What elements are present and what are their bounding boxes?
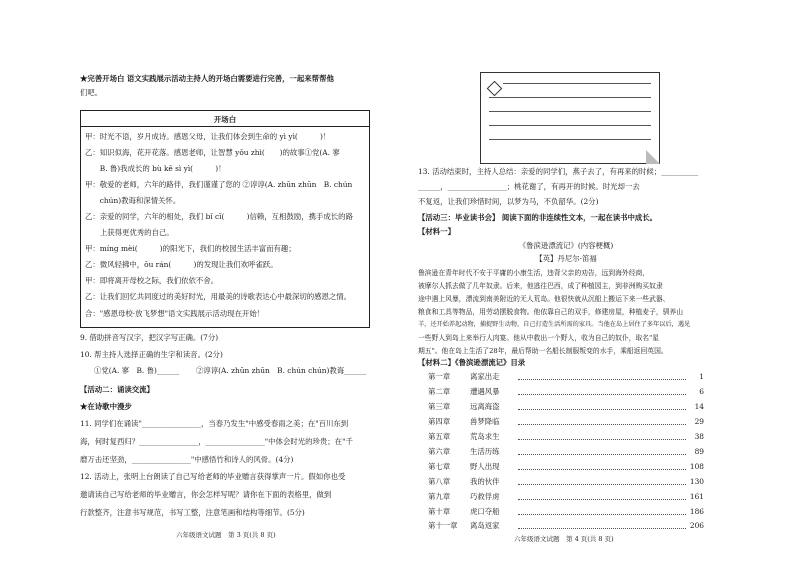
toc-row — [428, 431, 704, 443]
toc-page: 29 — [694, 417, 704, 426]
box-line: 乙：亲爱的同学，六年的相处，我们 bǐ cǐ( )信赖，互相鼓励，携手成长的路 — [85, 212, 353, 221]
toc-row — [428, 491, 704, 503]
synopsis-line: 途中遇上风暴，漂流到南美附近的无人荒岛。他很快就从沉船上搬运下来一些武器、 — [418, 295, 670, 303]
toc-leader — [518, 476, 686, 485]
toc-leader — [518, 386, 686, 395]
toc-leader — [518, 461, 686, 470]
toc-page: 1 — [699, 372, 704, 381]
toc-row — [428, 520, 704, 532]
toc-title: 荒岛求生 — [470, 432, 500, 441]
box-line: 乙：让我们回忆共同度过的美好时光，用最美的诗歌表达心中最深切的感恩之情。 — [85, 292, 352, 301]
toc-row — [428, 386, 704, 398]
book-author: 【英】丹尼尔·笛福 — [535, 254, 597, 263]
toc-leader — [518, 431, 686, 440]
diamond-icon — [487, 81, 503, 97]
activity-2-subheading: ★在诗歌中漫步 — [80, 402, 132, 411]
question-13-line-2: ______，________________；桃花谢了，有再开的时候。时光却一去 — [418, 182, 640, 191]
toc-title: 巧救俘虏 — [470, 492, 500, 501]
box-line: 甲：即将离开母校之际，我们依依不舍。 — [85, 276, 219, 285]
toc-row — [428, 476, 704, 488]
toc-leader — [518, 446, 686, 455]
toc-row — [428, 461, 704, 473]
question-13-line-3: 不复返，让我们珍惜时间，以梦为马，不负韶华。(2分) — [418, 197, 599, 206]
q10-option-1: ①党(A. 寥 B. 鲁)______ — [94, 366, 180, 375]
toc-chapter: 第十一章 — [428, 521, 458, 530]
question-11-line-3: 磨万击还坚劲，________________"中感悟竹和诗人的风骨。(4分) — [80, 455, 294, 464]
card-rule — [503, 83, 651, 84]
activity-2-heading: 【活动二：诵读交流】 — [80, 385, 154, 394]
toc-leader — [518, 491, 686, 500]
page-fold-icon — [646, 150, 660, 164]
question-11-line-1: 11. 同学们在诵读"________________，当春乃发生"中感受春雨之美；在"百川东到 — [80, 419, 349, 428]
box-line: 合："感恩母校·放飞梦想"语文实践展示活动现在开始！ — [85, 309, 265, 318]
q10-option-2: ②谆谆(A. zhūn zhūn B. chún chún)教诲______ — [196, 366, 367, 375]
toc-leader — [518, 520, 686, 529]
toc-title: 离家出走 — [470, 372, 500, 381]
toc-title: 遭遇风暴 — [470, 387, 500, 396]
toc-title: 兽梦降临 — [470, 417, 500, 426]
toc-row — [428, 416, 704, 428]
synopsis-line: 粮食和工具等物品，用劳动摆脱食物。他依靠自己的双手，修建房屋，种植麦子，驯养山 — [418, 308, 684, 316]
box-title: 开场白 — [213, 115, 237, 124]
right-page — [418, 0, 714, 561]
toc-chapter: 第七章 — [428, 462, 451, 471]
material-2-label: 【材料二】《鲁滨逊漂流记》目录 — [418, 358, 526, 367]
toc-chapter: 第四章 — [428, 417, 451, 426]
toc-leader — [518, 371, 686, 380]
toc-page: 14 — [694, 402, 704, 411]
page-footer: 六年级语文试题 第 4 页(共 8 页) — [514, 535, 614, 543]
box-line: 上获得更优秀的自己。 — [85, 228, 174, 237]
card-rule — [489, 125, 651, 126]
toc-page: 130 — [689, 477, 704, 486]
toc-title: 我的伙伴 — [470, 477, 500, 486]
toc-page: 161 — [689, 492, 704, 501]
toc-chapter: 第十章 — [428, 507, 451, 516]
card-rule — [489, 111, 651, 112]
box-line: B. 鲁)我成长的 bù kě sì yì( )！ — [85, 164, 226, 173]
toc-title: 远离海盗 — [470, 402, 500, 411]
opening-speech-box — [80, 110, 370, 328]
box-line: 甲：时光不语，岁月成诗。感恩父母，让我们体会到生命的 yì yì( )！ — [85, 132, 331, 141]
toc-page: 89 — [694, 447, 704, 456]
toc-leader — [518, 416, 686, 425]
toc-chapter: 第三章 — [428, 402, 451, 411]
toc-page: 6 — [699, 387, 704, 396]
question-12-line-1: 12. 活动上，张明上台朗读了自己写给老师的毕业赠言获得掌声一片。假如你也受 — [80, 472, 346, 481]
material-1-label: 【材料一】 — [418, 227, 455, 236]
book-title: 《鲁滨逊漂流记》(内容梗概) — [518, 241, 614, 250]
activity-3-heading: 【活动三：毕业读书会】 阅读下面的非连续性文本，一起在读书中成长。 — [418, 213, 658, 222]
intro-line-2: 们吧。 — [80, 88, 103, 97]
question-9: 9. 借助拼音写汉字，把汉字写正确。(7分) — [80, 333, 219, 342]
toc-title: 离岛返家 — [470, 521, 500, 530]
question-13-line-1: 13. 活动结束时，主持人总结：亲爱的同学们，燕子去了，有再来的时候；__________ — [418, 167, 699, 176]
question-12-line-2: 邀请读自己写给老师的毕业赠言，你会怎样写呢？请你在下面的表格里，做到 — [80, 490, 332, 499]
toc-leader — [518, 506, 686, 515]
intro-line-1: ★完善开场白 语文实践展示活动主持人的开场白需要进行完善，一起来帮帮他 — [80, 74, 334, 83]
box-divider — [81, 126, 369, 127]
toc-title: 虎口夺船 — [470, 507, 500, 516]
question-10: 10. 帮主持人选择正确的生字和读音。(2分) — [80, 350, 223, 359]
note-card — [480, 72, 660, 164]
box-line: 乙：微风轻拂中，ōu rán( )的发现让我们欢呼雀跃。 — [85, 260, 278, 269]
toc-row — [428, 371, 704, 383]
synopsis-line: 羊，还开始养起动物，捕捉野生动物，自己打造生活所需的家具。当他在岛上居住了多年以后，遇见 — [418, 321, 691, 328]
toc-row — [428, 401, 704, 413]
toc-chapter: 第六章 — [428, 447, 451, 456]
toc-title: 生活历练 — [470, 447, 500, 456]
toc-chapter: 第九章 — [428, 492, 451, 501]
toc-chapter: 第一章 — [428, 372, 451, 381]
toc-page: 108 — [689, 462, 704, 471]
toc-leader — [518, 401, 686, 410]
page-footer: 六年级语文试题 第 3 页(共 8 页) — [176, 531, 276, 539]
box-line: chún)教诲和深情关怀。 — [85, 196, 181, 205]
synopsis-line: 被摩尔人抓去做了几年奴隶。后来，他逃往巴西，成了种植园主，到非洲购买奴隶 — [418, 282, 663, 290]
toc-chapter: 第二章 — [428, 387, 451, 396]
left-page — [80, 0, 376, 561]
box-line: 甲：míng mèi( )的阳光下，我们的校园生活丰富而有趣； — [85, 244, 296, 253]
box-line: 甲：敬爱的老师，六年的路伴，我们谨谨了您的 ②谆谆(A. zhūn zhūn B. chún — [85, 180, 353, 189]
toc-row — [428, 506, 704, 518]
question-11-line-2: 海，何时复西归？________________，________________"中体会时光的珍贵；在"千 — [80, 437, 353, 446]
card-rule — [489, 139, 651, 140]
toc-page: 186 — [689, 507, 704, 516]
toc-row — [428, 446, 704, 458]
card-rule — [489, 97, 651, 98]
synopsis-line: 鲁滨逊在青年时代不安于平庸的小康生活，违背父亲的劝告，远到海外经商， — [418, 269, 650, 277]
box-line: 乙：知识似海，花开花落。感恩老师，让智慧 yǒu zhì( )的故事①党(A. 寥 — [85, 148, 340, 157]
synopsis-line: 期五"。他在岛上生活了28年，最后帮助一名船长制服叛变的水手，乘船返回英国。 — [418, 347, 668, 355]
synopsis-line: 一些野人到岛上来举行人肉宴。他从中救出一个野人，收为自己的奴仆，取名"星 — [418, 334, 660, 342]
question-12-line-3: 行款整齐，注意书写规范，书写工整，注意笔画和结构等细节。(5分) — [80, 508, 305, 517]
toc-title: 野人出现 — [470, 462, 500, 471]
toc-page: 38 — [694, 432, 704, 441]
toc-page: 206 — [689, 521, 704, 530]
toc-chapter: 第五章 — [428, 432, 451, 441]
toc-chapter: 第八章 — [428, 477, 451, 486]
